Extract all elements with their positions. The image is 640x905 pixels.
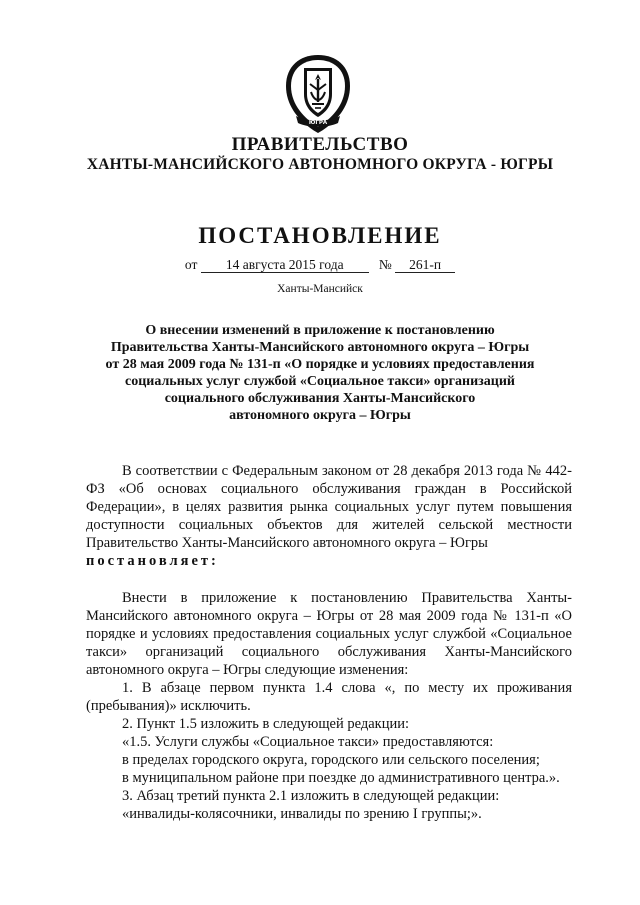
document-subject xyxy=(0,322,640,424)
government-title: ПРАВИТЕЛЬСТВО xyxy=(231,134,409,155)
subject-line: социального обслуживания Ханты-Мансийского xyxy=(164,391,476,406)
document-date: 14 августа 2015 года xyxy=(201,257,369,273)
subject-line: от 28 мая 2009 года № 131-п «О порядке и условиях предоставления xyxy=(105,357,535,372)
item-2-quote-3: в муниципальном районе при поездке до административного центра.». xyxy=(122,770,560,786)
decree-body xyxy=(86,589,572,823)
item-2: 2. Пункт 1.5 изложить в следующей редакции: xyxy=(122,716,410,732)
preamble-text: В соответствии с Федеральным законом от 28 декабря 2013 года № 442-ФЗ «Об основах социального обслуживания граждан в Российской Федерации», в целях развития рынка социальных услуг путем повышения доступности социальных объектов для жителей сельской местности Правительство Ханты-Мансийского автономного округа – Югры xyxy=(86,463,572,551)
subject-line: Правительства Ханты-Мансийского автономного округа – Югры xyxy=(110,340,530,355)
item-3: 3. Абзац третий пункта 2.1 изложить в следующей редакции: xyxy=(122,788,500,804)
government-region: ХАНТЫ-МАНСИЙСКОГО АВТОНОМНОГО ОКРУГА - ЮГРЫ xyxy=(86,156,554,173)
subject-line: О внесении изменений в приложение к постановлению xyxy=(145,323,495,338)
item-1: 1. В абзаце первом пункта 1.4 слова «, по месту их проживания (пребывания)» исключить. xyxy=(86,680,572,714)
decree-word: постановляет: xyxy=(86,553,219,569)
number-prefix: № xyxy=(378,257,392,272)
document-type: ПОСТАНОВЛЕНИЕ xyxy=(198,223,442,248)
date-number-line xyxy=(0,257,640,273)
intro-paragraph: Внести в приложение к постановлению Правительства Ханты-Мансийского автономного округа – Югры от 28 мая 2009 года № 131-п «О порядке и условиях предоставления социальных услуг службой «Социальное такси» организаций социального обслуживания Ханты-Мансийского автономного округа – Югры следующие изменения: xyxy=(86,590,572,678)
item-2-quote-1: «1.5. Услуги службы «Социальное такси» предоставляются: xyxy=(122,734,494,750)
subject-line: социальных услуг службой «Социальное такси» организаций xyxy=(124,374,515,389)
subject-line: автономного округа – Югры xyxy=(229,408,411,423)
khmao-coat-of-arms-icon xyxy=(282,52,354,136)
item-2-quote-2: в пределах городского округа, городского или сельского поселения; xyxy=(122,752,540,768)
document-number: 261-п xyxy=(395,257,455,273)
preamble-paragraph xyxy=(86,462,572,570)
city-of-issue: Ханты-Мансийск xyxy=(277,283,363,295)
emblem-ribbon-text: ЮГРА xyxy=(308,120,328,126)
date-prefix: от xyxy=(184,257,198,272)
item-3-quote: «инвалиды-колясочники, инвалиды по зрению I группы;». xyxy=(122,806,482,822)
